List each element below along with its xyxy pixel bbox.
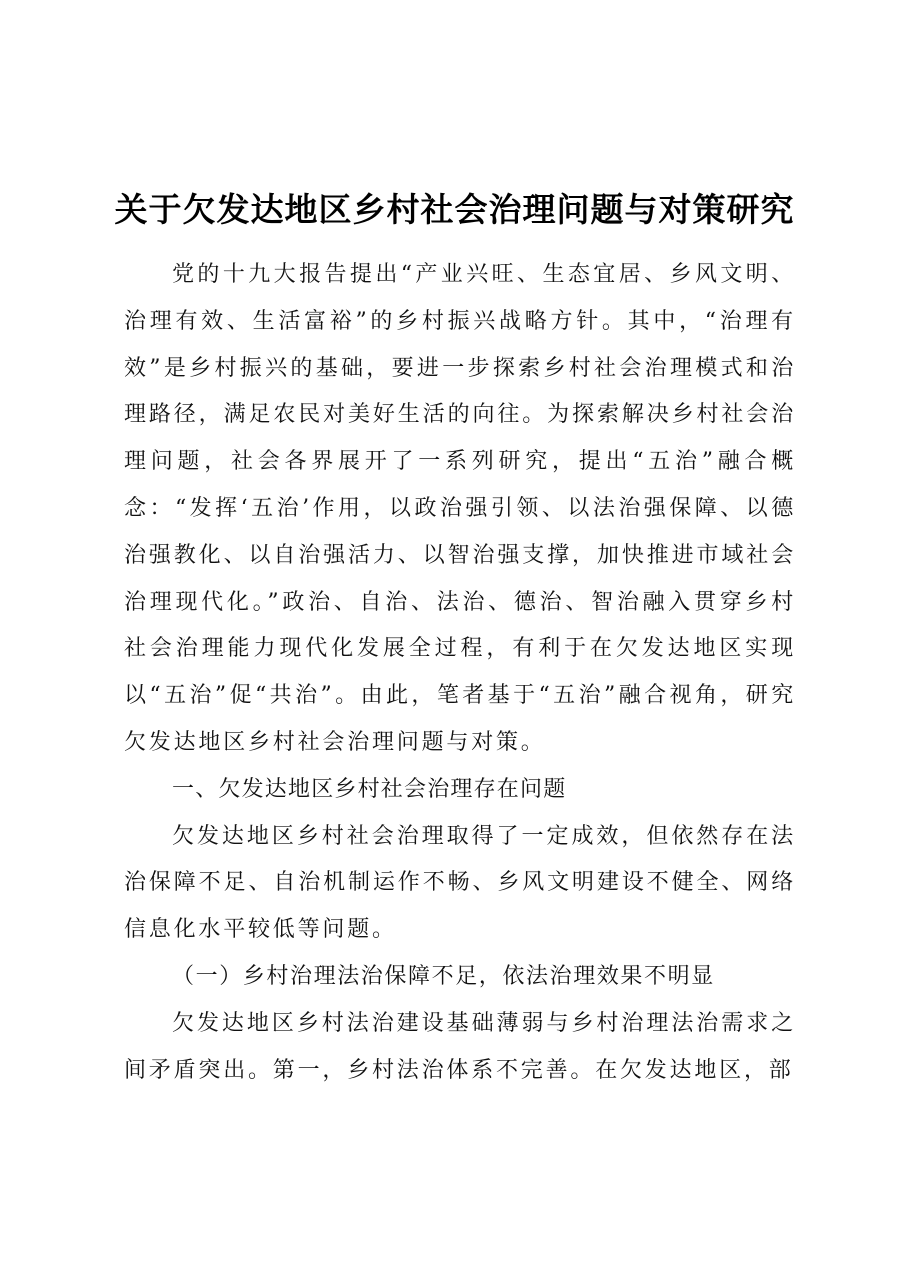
- document-title: 关于欠发达地区乡村社会治理问题与对策研究: [114, 190, 795, 229]
- section-heading: 一、欠发达地区乡村社会治理存在问题: [172, 776, 567, 802]
- subsection-heading: （一）乡村治理法治保障不足，依法治理效果不明显: [172, 963, 715, 989]
- body-paragraph: 欠发达地区乡村社会治理取得了一定成效，但依然存在法治保障不足、自治机制运作不畅、乡风文明建设不健全、网络信息化水平较低等问题。: [124, 823, 796, 943]
- body-paragraph: 党的十九大报告提出“产业兴旺、生态宜居、乡风文明、治理有效、生活富裕”的乡村振兴战略方针。其中，“治理有效”是乡村振兴的基础，要进一步探索乡村社会治理模式和治理路径，满足农民对美好生活的向往。为探索解决乡村社会治理问题，社会各界展开了一系列研究，提出“五治”融合概念：“发挥‘五治’作用，以政治强引领、以法治强保障、以德治强教化、以自治强活力、以智治强支撑，加快推进市域社会治理现代化。”政治、自治、法治、德治、智治融入贯穿乡村社会治理能力现代化发展全过程，有利于在欠发达地区实现以“五治”促“共治”。由此，笔者基于“五治”融合视角，研究欠发达地区乡村社会治理问题与对策。: [124, 262, 796, 755]
- body-paragraph: 欠发达地区乡村法治建设基础薄弱与乡村治理法治需求之间矛盾突出。第一，乡村法治体系不完善。在欠发达地区，部: [124, 1010, 796, 1083]
- document-body: [124, 252, 796, 1094]
